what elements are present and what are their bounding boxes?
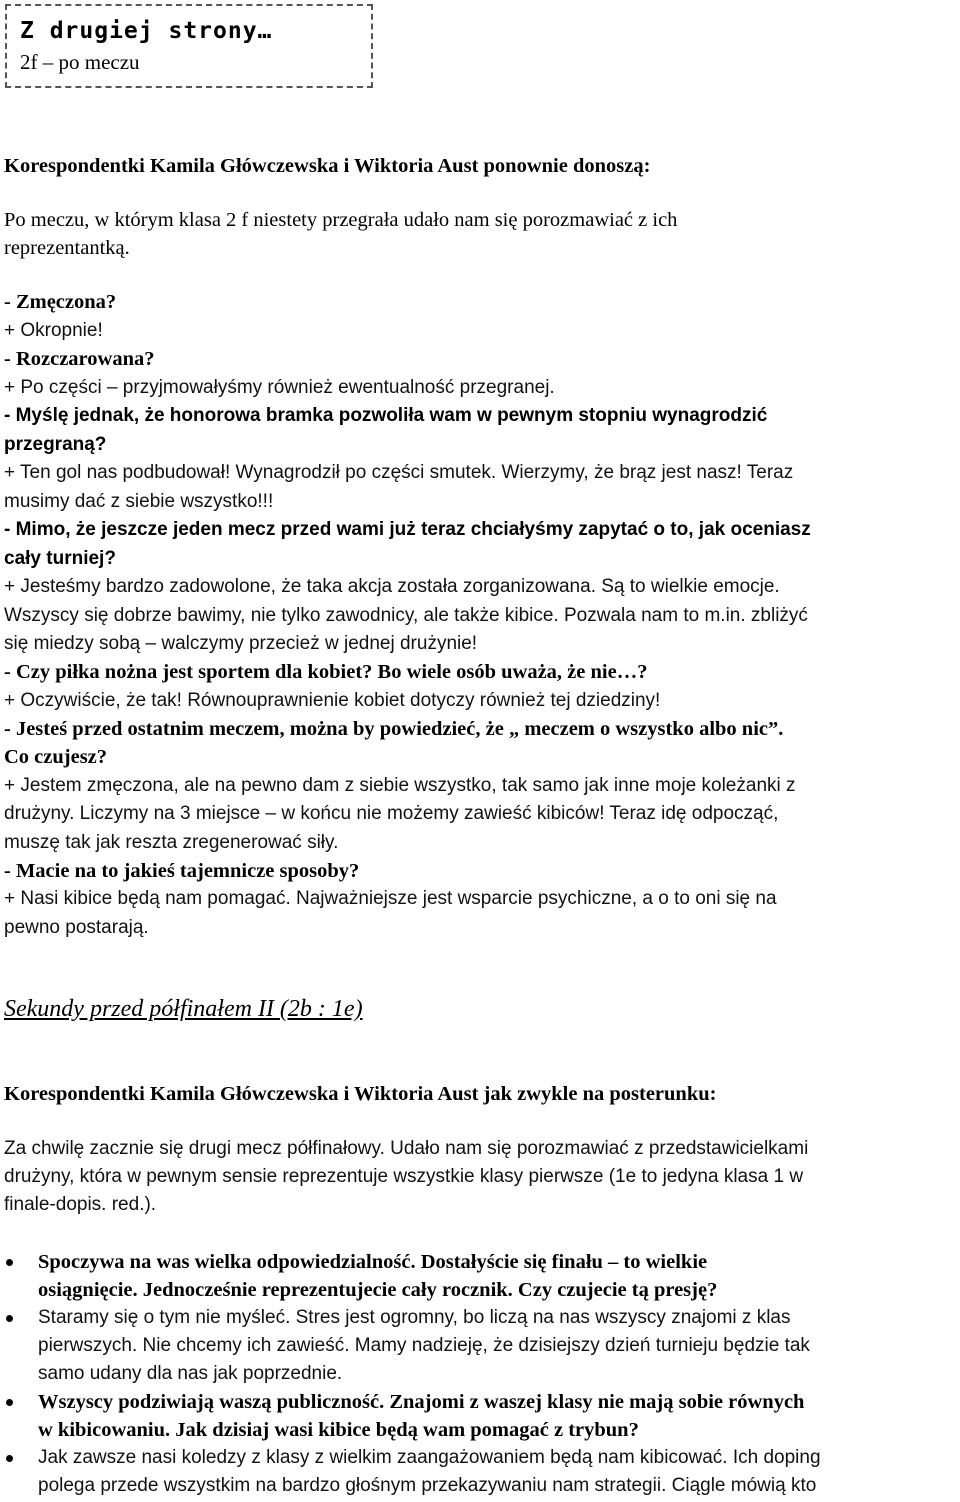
intro-line: Za chwilę zacznie się drugi mecz półfinałowy. Udało nam się porozmawiać z przedstawicielkami bbox=[4, 1138, 809, 1159]
question: Co czujesz? bbox=[4, 746, 108, 768]
bullet-dot bbox=[6, 1455, 13, 1462]
question: - Mimo, że jeszcze jeden mecz przed wami już teraz chciałyśmy zapytać o to, jak oceniasz bbox=[4, 519, 811, 540]
header-subtitle: 2f – po meczu bbox=[20, 50, 140, 74]
byline: Korespondentki Kamila Główczewska i Wiktoria Aust ponownie donoszą: bbox=[4, 155, 651, 177]
question: przegraną? bbox=[4, 434, 107, 455]
bullet-answer: polega przede wszystkim na bardzo głośnym przekazywaniu nam strategii. Ciągle mówią kto bbox=[38, 1475, 817, 1496]
bullet-dot bbox=[6, 1315, 13, 1322]
bullet-answer: Staramy się o tym nie myśleć. Stres jest ogromny, bo liczą na nas wszyscy znajomi z klas bbox=[38, 1307, 791, 1328]
bullet-answer: Jak zawsze nasi koledzy z klasy z wielkim zaangażowaniem będą nam kibicować. Ich doping bbox=[38, 1447, 821, 1468]
intro-line: Po meczu, w którym klasa 2 f niestety przegrała udało nam się porozmawiać z ich bbox=[4, 209, 678, 231]
intro-line: reprezentantką. bbox=[4, 237, 130, 259]
answer: drużyny. Liczymy na 3 miejsce – w końcu nie możemy zawieść kibiców! Teraz idę odpocząć, bbox=[4, 803, 779, 824]
answer: muszę tak jak reszta zregenerować siły. bbox=[4, 832, 339, 853]
section-title: Sekundy przed półfinałem II (2b : 1e) bbox=[4, 996, 363, 1022]
bullet-question: osiągnięcie. Jednocześnie reprezentujecie cały rocznik. Czy czujecie tą presję? bbox=[38, 1279, 718, 1301]
bullet-question: Wszyscy podziwiają waszą publiczność. Znajomi z waszej klasy nie mają sobie równych bbox=[38, 1391, 805, 1413]
bullet-answer: pierwszych. Nie chcemy ich zawieść. Mamy nadzieję, że dzisiejszy dzień turnieju będzie tak bbox=[38, 1335, 810, 1356]
bullet-dot bbox=[6, 1259, 13, 1266]
bullet-answer: samo udany dla nas jak poprzednie. bbox=[38, 1363, 343, 1384]
answer: musimy dać z siebie wszystko!!! bbox=[4, 491, 274, 512]
question: - Macie na to jakieś tajemnicze sposoby? bbox=[4, 860, 360, 882]
bullet-question: Spoczywa na was wielka odpowiedzialność. Dostałyście się finału – to wielkie bbox=[38, 1251, 708, 1273]
answer: + Jesteśmy bardzo zadowolone, że taka akcja została zorganizowana. Są to wielkie emocje. bbox=[4, 576, 780, 597]
question: - Czy piłka nożna jest sportem dla kobiet? Bo wiele osób uważa, że nie…? bbox=[4, 661, 648, 683]
header-title: Z drugiej strony… bbox=[20, 18, 273, 44]
answer: + Okropnie! bbox=[4, 320, 103, 341]
answer: pewno postarają. bbox=[4, 917, 149, 938]
answer: + Ten gol nas podbudował! Wynagrodził po części smutek. Wierzymy, że brąz jest nasz! Teraz bbox=[4, 462, 794, 483]
answer: + Jestem zmęczona, ale na pewno dam z siebie wszystko, tak samo jak inne moje koleżanki z bbox=[4, 775, 796, 796]
byline: Korespondentki Kamila Główczewska i Wiktoria Aust jak zwykle na posterunku: bbox=[4, 1083, 717, 1105]
bullet-question: w kibicowaniu. Jak dzisiaj wasi kibice będą wam pomagać z trybun? bbox=[38, 1419, 639, 1441]
answer: Wszyscy się dobrze bawimy, nie tylko zawodnicy, ale także kibice. Pozwala nam to m.in. zbliżyć bbox=[4, 605, 808, 626]
bullet-dot bbox=[6, 1399, 13, 1406]
intro-line: drużyny, która w pewnym sensie reprezentuje wszystkie klasy pierwsze (1e to jedyna klasa 1 w bbox=[4, 1166, 804, 1187]
intro-line: finale-dopis. red.). bbox=[4, 1194, 157, 1215]
answer: się miedzy sobą – walczymy przecież w jednej drużynie! bbox=[4, 633, 478, 654]
question: cały turniej? bbox=[4, 548, 116, 569]
question: - Zmęczona? bbox=[4, 291, 117, 313]
question: - Rozczarowana? bbox=[4, 348, 155, 370]
header-box bbox=[5, 4, 373, 88]
answer: + Oczywiście, że tak! Równouprawnienie kobiet dotyczy również tej dziedziny! bbox=[4, 690, 661, 711]
question: - Jesteś przed ostatnim meczem, można by powiedzieć, że „ meczem o wszystko albo nic”. bbox=[4, 718, 784, 740]
answer: + Po części – przyjmowałyśmy również ewentualność przegranej. bbox=[4, 377, 555, 398]
answer: + Nasi kibice będą nam pomagać. Najważniejsze jest wsparcie psychiczne, a o to oni się na bbox=[4, 888, 777, 909]
question: - Myślę jednak, że honorowa bramka pozwoliła wam w pewnym stopniu wynagrodzić bbox=[4, 405, 768, 426]
